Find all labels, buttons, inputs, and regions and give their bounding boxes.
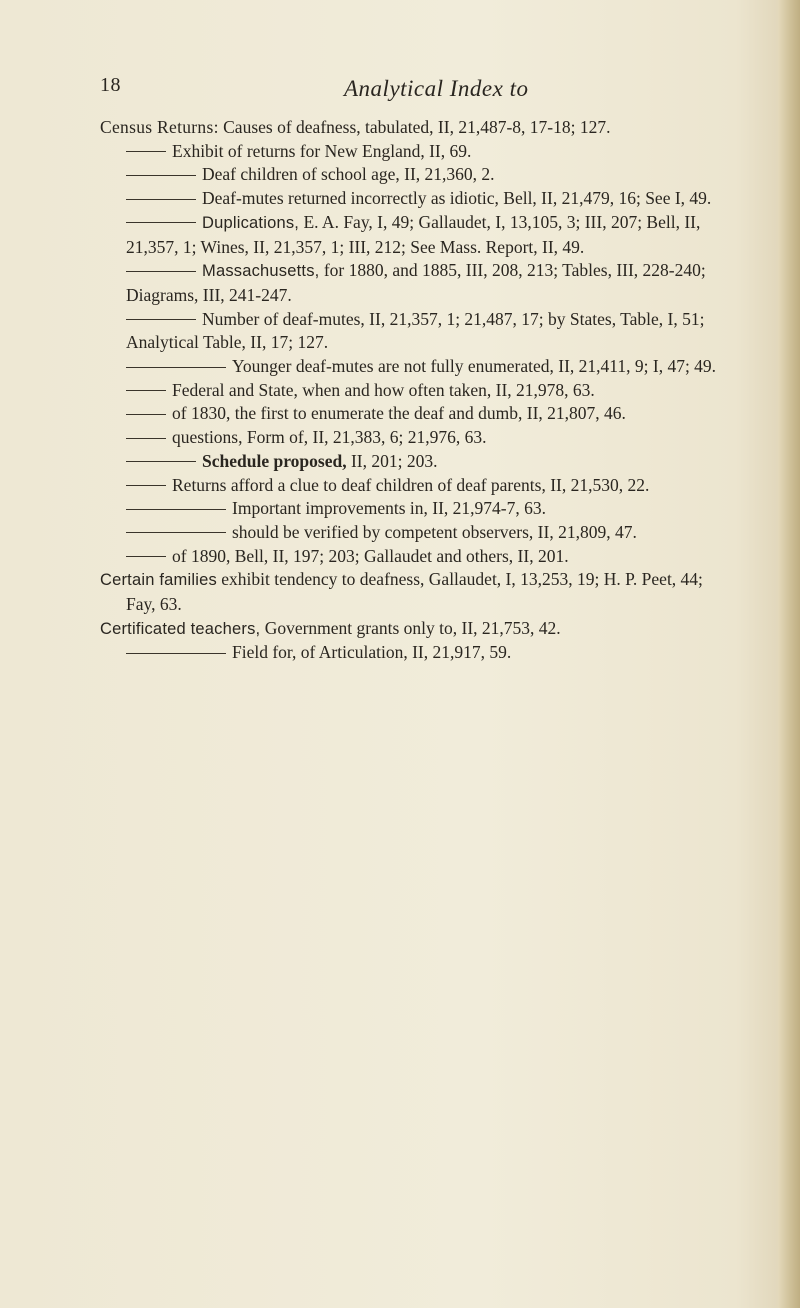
continuation-dash [126,461,196,462]
continuation-dash [126,438,166,439]
entry-text: Government grants only to, II, 21,753, 42. [260,617,561,638]
entry-text: E. A. Fay, I, 49; Gallaudet, I, 13,105, 3; III, 207; Bell, II, 21,357, 1; Wines, II, 21,357, 1; III, 212; See Mass. Report, II, 49. [126,211,701,257]
entry-text: for 1880, and 1885, III, 208, 213; Tables, III, 228-240; Diagrams, III, 241-247. [126,260,706,305]
index-entry [100,474,732,498]
index-entry [100,450,732,474]
index-entry [100,402,732,426]
continuation-dash [126,532,226,533]
continuation-dash [126,271,196,272]
entry-text: Field for, of Articulation, II, 21,917, 59. [232,642,512,663]
page-edge-shadow [778,0,800,1308]
entry-term: Certificated teachers, [100,619,261,638]
index-entry [100,568,732,616]
continuation-dash [126,175,196,176]
continuation-dash [126,653,226,654]
index-entry [100,641,732,665]
page-header [100,74,720,104]
continuation-dash [126,367,226,368]
continuation-dash [126,509,226,510]
index-entry [100,426,732,450]
continuation-dash [126,485,166,486]
index-entry [100,379,732,403]
index-entry [100,497,732,521]
entry-text: exhibit tendency to deafness, Gallaudet, I, 13,253, 19; H. P. Peet, 44; Fay, 63. [126,569,703,615]
index-entry [100,521,732,545]
index-entry [100,617,732,642]
page-number: 18 [100,74,121,96]
entry-term: Census Returns: [100,117,219,137]
continuation-dash [126,556,166,557]
entry-term: Schedule proposed, [202,450,347,471]
continuation-dash [126,199,196,200]
index-entry [100,116,732,140]
entry-text: Returns afford a clue to deaf children of deaf parents, II, 21,530, 22. [172,474,650,495]
entry-text: Important improvements in, II, 21,974-7, 63. [232,498,546,519]
entry-text: Number of deaf-mutes, II, 21,357, 1; 21,487, 17; by States, Table, I, 51; Analytical Table, II, 17; 127. [126,308,705,353]
entry-text: Younger deaf-mutes are not fully enumerated, II, 21,411, 9; I, 47; 49. [232,356,717,377]
entry-text: II, 201; 203. [346,450,438,471]
entry-text: Exhibit of returns for New England, II, 69. [172,140,472,161]
index-entry [100,187,732,211]
index-entry [100,140,732,164]
index-entry [100,211,732,259]
entry-text: should be verified by competent observers, II, 21,809, 47. [232,521,637,542]
continuation-dash [126,222,196,223]
continuation-dash [126,390,166,391]
entry-term: Certain families [100,571,217,590]
continuation-dash [126,151,166,152]
index-entry [100,308,732,355]
entry-text: of 1830, the first to enumerate the deaf and dumb, II, 21,807, 46. [172,403,626,424]
continuation-dash [126,414,166,415]
entry-text: questions, Form of, II, 21,383, 6; 21,976, 63. [172,427,487,448]
entry-text: of 1890, Bell, II, 197; 203; Gallaudet and others, II, 201. [172,545,569,566]
entry-term: Duplications, [202,213,300,232]
index-entries [100,116,732,665]
index-entry [100,355,732,379]
running-title: Analytical Index to [344,76,529,101]
index-entry [100,163,732,187]
entry-text: Deaf-mutes returned incorrectly as idiotic, Bell, II, 21,479, 16; See I, 49. [202,188,712,209]
entry-text: Federal and State, when and how often taken, II, 21,978, 63. [172,379,595,400]
index-entry [100,259,732,307]
entry-term: Massachusetts, [202,262,320,281]
index-entry [100,545,732,569]
entry-text: Causes of deafness, tabulated, II, 21,487-8, 17-18; 127. [218,117,611,137]
continuation-dash [126,319,196,320]
entry-text: Deaf children of school age, II, 21,360, 2. [202,164,495,185]
